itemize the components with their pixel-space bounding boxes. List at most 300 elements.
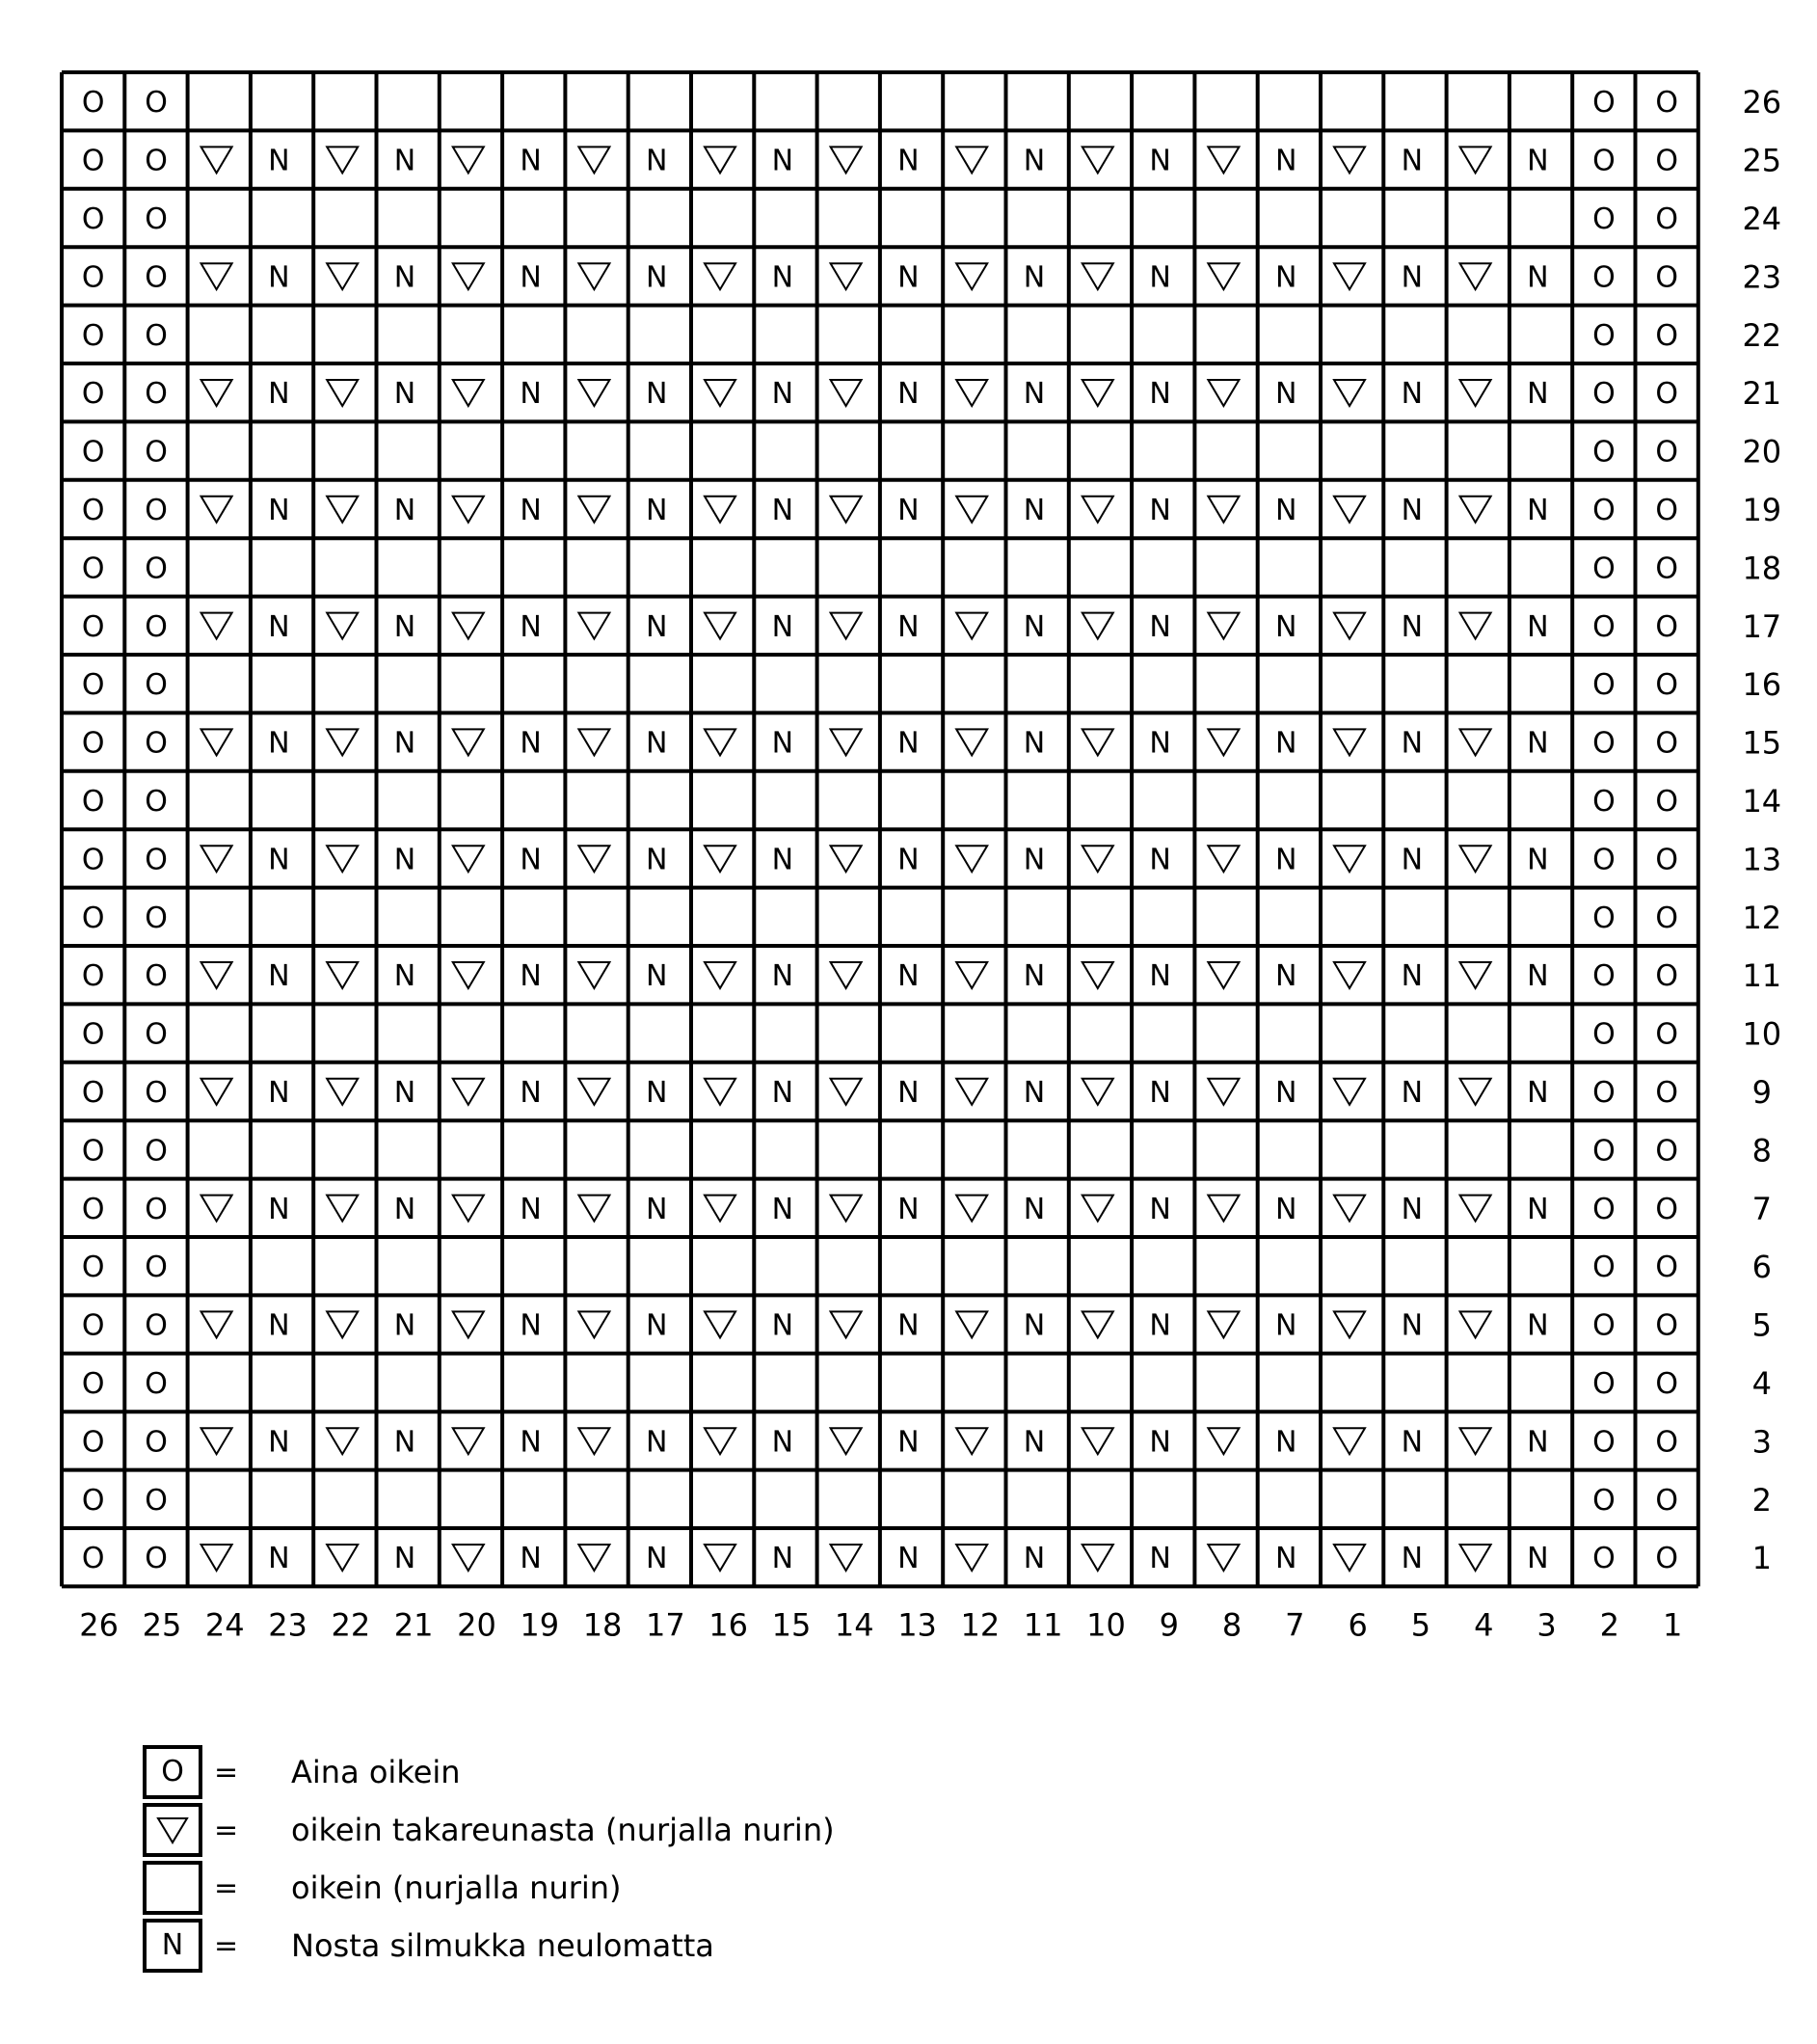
cell-n-symbol: N [1149,1308,1171,1343]
cell-o-symbol: O [81,726,105,761]
cell-o-symbol: O [1592,1251,1616,1285]
cell-n-symbol: N [1023,494,1046,527]
cell-o-symbol: O [1592,1542,1616,1576]
cell-n-symbol: N [1149,377,1171,412]
cell-n-symbol: N [897,959,920,994]
cell-n-symbol: N [1023,1542,1046,1576]
row-number-label: 14 [1742,783,1782,820]
cell-o-symbol: O [145,377,168,412]
legend-row-slip [143,1917,714,1975]
cell-n-symbol: N [771,260,794,295]
legend-text: oikein (nurjalla nurin) [291,1869,622,1906]
row-number-label: 17 [1742,607,1782,645]
row-number-label: 26 [1742,84,1782,121]
cell-o-symbol: O [145,1425,168,1460]
cell-n-symbol: N [1527,843,1549,877]
cell-o-symbol: O [1655,202,1679,236]
cell-n-symbol: N [897,260,920,295]
cell-o-symbol: O [145,1308,168,1343]
cell-n-symbol: N [645,494,668,527]
cell-n-symbol: N [645,1425,668,1460]
cell-n-symbol: N [393,1076,416,1110]
cell-n-symbol: N [897,377,920,412]
cell-n-symbol: N [1527,1542,1549,1576]
cell-n-symbol: N [897,726,920,761]
cell-o-symbol: O [81,668,105,703]
row-number-label: 13 [1742,841,1782,878]
cell-o-symbol: O [81,1251,105,1285]
cell-o-symbol: O [1655,377,1679,412]
column-number-label: 25 [142,1606,182,1644]
column-number-label: 13 [897,1606,937,1644]
cell-n-symbol: N [645,1308,668,1343]
cell-o-symbol: O [1592,1308,1616,1343]
cell-n-symbol: N [771,609,794,644]
cell-o-symbol: O [1655,1251,1679,1285]
cell-o-symbol: O [1655,843,1679,877]
column-number-label: 2 [1599,1606,1620,1644]
cell-n-symbol: N [520,843,542,877]
cell-n-symbol: N [393,843,416,877]
cell-o-symbol: O [1655,726,1679,761]
column-number-label: 17 [645,1606,685,1644]
cell-o-symbol: O [1592,1425,1616,1460]
column-number-label: 6 [1348,1606,1368,1644]
cell-o-symbol: O [1592,726,1616,761]
cell-n-symbol: N [1274,1542,1297,1576]
cell-o-symbol: O [145,551,168,586]
cell-o-symbol: O [1592,202,1616,236]
cell-n-symbol: N [645,1542,668,1576]
cell-o-symbol: O [1655,1192,1679,1226]
cell-n-symbol: N [1401,1308,1424,1343]
cell-n-symbol: N [1149,260,1171,295]
cell-o-symbol: O [1655,785,1679,819]
cell-n-symbol: N [1527,1425,1549,1460]
cell-o-symbol: O [81,1308,105,1343]
cell-n-symbol: N [771,959,794,994]
row-number-label: 16 [1742,666,1782,704]
cell-n-symbol: N [771,1308,794,1343]
legend-text: oikein takareunasta (nurjalla nurin) [291,1812,835,1848]
column-number-label: 16 [708,1606,749,1644]
column-number-label: 14 [834,1606,874,1644]
cell-n-symbol: N [1023,609,1046,644]
cell-n-symbol: N [1401,843,1424,877]
cell-n-symbol: N [1527,1192,1549,1226]
cell-n-symbol: N [645,959,668,994]
cell-n-symbol: N [645,260,668,295]
cell-n-symbol: N [1023,1076,1046,1110]
cell-o-symbol: O [1655,1483,1679,1518]
cell-n-symbol: N [1274,260,1297,295]
column-number-label: 4 [1474,1606,1494,1644]
cell-o-symbol: O [1592,86,1616,121]
cell-n-symbol: N [897,1425,920,1460]
cell-o-symbol: O [81,1367,105,1401]
column-number-label: 11 [1023,1606,1063,1644]
cell-n-symbol: N [1149,843,1171,877]
cell-n-symbol: N [268,1308,290,1343]
cell-o-symbol: O [81,260,105,295]
cell-n-symbol: N [771,1542,794,1576]
cell-o-symbol: O [81,843,105,877]
column-number-label: 5 [1410,1606,1431,1644]
cell-o-symbol: O [1655,494,1679,527]
row-number-label: 1 [1751,1540,1772,1577]
cell-n-symbol: N [771,1192,794,1226]
cell-o-symbol: O [81,1017,105,1052]
cell-n-symbol: N [268,494,290,527]
cell-n-symbol: N [268,144,290,178]
cell-n-symbol: N [771,377,794,412]
cell-n-symbol: N [1274,144,1297,178]
cell-n-symbol: N [645,377,668,412]
cell-n-symbol: N [393,1308,416,1343]
cell-n-symbol: N [897,1542,920,1576]
column-number-label: 24 [204,1606,245,1644]
cell-n-symbol: N [393,377,416,412]
cell-o-symbol: O [81,1483,105,1518]
cell-o-symbol: O [1655,260,1679,295]
cell-n-symbol: N [268,1192,290,1226]
cell-n-symbol: N [1401,1076,1424,1110]
row-number-label: 23 [1742,258,1782,296]
row-number-label: 3 [1751,1423,1772,1461]
column-number-label: 20 [457,1606,496,1644]
cell-n-symbol: N [1149,959,1171,994]
cell-o-symbol: O [81,1134,105,1169]
column-number-label: 22 [331,1606,371,1644]
cell-o-symbol: O [145,785,168,819]
cell-o-symbol: O [1655,1017,1679,1052]
cell-n-symbol: N [1401,1192,1424,1226]
cell-n-symbol: N [1274,843,1297,877]
cell-o-symbol: O [145,1542,168,1576]
cell-o-symbol: O [1592,609,1616,644]
cell-o-symbol: O [1592,144,1616,178]
cell-n-symbol: N [1401,494,1424,527]
cell-n-symbol: N [897,1308,920,1343]
cell-n-symbol: N [268,260,290,295]
cell-o-symbol: O [1592,901,1616,935]
cell-n-symbol: N [1401,959,1424,994]
legend-row-knit-tbl [143,1801,835,1859]
column-number-label: 18 [582,1606,623,1644]
cell-n-symbol: N [520,959,542,994]
row-number-label: 5 [1751,1306,1772,1344]
cell-o-symbol: O [145,494,168,527]
cell-n-symbol: N [393,959,416,994]
cell-n-symbol: N [393,609,416,644]
row-number-label: 9 [1751,1074,1772,1111]
cell-n-symbol: N [520,1192,542,1226]
row-number-label: 20 [1742,433,1782,471]
cell-o-symbol: O [1592,1192,1616,1226]
cell-n-symbol: N [393,144,416,178]
cell-n-symbol: N [520,1425,542,1460]
cell-o-symbol: O [145,843,168,877]
cell-n-symbol: N [645,144,668,178]
cell-n-symbol: N [1023,843,1046,877]
cell-n-symbol: N [1274,494,1297,527]
legend-text: Nosta silmukka neulomatta [291,1927,714,1964]
column-number-label: 3 [1536,1606,1557,1644]
cell-n-symbol: N [897,609,920,644]
cell-n-symbol: N [393,1425,416,1460]
cell-o-symbol: O [1655,551,1679,586]
column-number-label: 8 [1221,1606,1243,1644]
cell-o-symbol: O [145,86,168,121]
cell-n-symbol: N [1149,1076,1171,1110]
cell-n-symbol: N [268,609,290,644]
cell-n-symbol: N [268,1542,290,1576]
cell-n-symbol: N [520,377,542,412]
cell-o-symbol: O [1655,144,1679,178]
cell-o-symbol: O [1655,1425,1679,1460]
row-number-label: 12 [1742,899,1782,936]
column-number-label: 19 [520,1606,560,1644]
cell-n-symbol: N [520,494,542,527]
cell-o-symbol: O [145,1251,168,1285]
cell-o-symbol: O [145,260,168,295]
cell-n-symbol: N [520,260,542,295]
row-number-label: 22 [1742,316,1782,354]
legend-symbol-triangle-icon [143,1803,202,1857]
row-number-label: 4 [1751,1365,1772,1402]
cell-o-symbol: O [81,202,105,236]
cell-n-symbol: N [268,1425,290,1460]
column-number-label: 10 [1086,1606,1126,1644]
cell-o-symbol: O [1655,435,1679,470]
cell-o-symbol: O [1655,1308,1679,1343]
cell-o-symbol: O [1592,1483,1616,1518]
cell-o-symbol: O [145,1367,168,1401]
legend-symbol-o: O [143,1745,202,1799]
row-number-label: 15 [1742,724,1782,762]
column-number-label: 23 [268,1606,307,1644]
cell-o-symbol: O [81,901,105,935]
cell-n-symbol: N [1527,1308,1549,1343]
cell-n-symbol: N [771,494,794,527]
cell-o-symbol: O [1655,959,1679,994]
cell-o-symbol: O [1655,86,1679,121]
cell-o-symbol: O [81,1192,105,1226]
row-number-label: 21 [1742,375,1782,413]
cell-n-symbol: N [1274,377,1297,412]
row-number-label: 24 [1742,201,1782,237]
cell-n-symbol: N [897,1192,920,1226]
cell-n-symbol: N [1527,609,1549,644]
cell-n-symbol: N [520,726,542,761]
cell-n-symbol: N [645,1076,668,1110]
cell-o-symbol: O [1655,1542,1679,1576]
cell-o-symbol: O [1592,1017,1616,1052]
cell-o-symbol: O [145,901,168,935]
row-number-label: 11 [1742,957,1782,995]
column-number-label: 9 [1159,1606,1179,1644]
legend-equals: = [214,1870,239,1905]
cell-n-symbol: N [1274,726,1297,761]
cell-o-symbol: O [81,318,105,353]
column-number-label: 7 [1285,1606,1305,1644]
cell-n-symbol: N [393,494,416,527]
cell-o-symbol: O [1592,435,1616,470]
cell-o-symbol: O [81,435,105,470]
cell-n-symbol: N [1401,260,1424,295]
cell-n-symbol: N [268,1076,290,1110]
cell-o-symbol: O [1655,901,1679,935]
cell-n-symbol: N [1274,959,1297,994]
cell-o-symbol: O [1592,1134,1616,1169]
column-number-label: 12 [960,1606,1001,1644]
cell-n-symbol: N [393,1192,416,1226]
cell-n-symbol: N [268,843,290,877]
legend-equals: = [214,1928,239,1963]
cell-n-symbol: N [393,260,416,295]
cell-o-symbol: O [81,551,105,586]
cell-o-symbol: O [1655,318,1679,353]
cell-n-symbol: N [645,1192,668,1226]
cell-n-symbol: N [520,1076,542,1110]
cell-o-symbol: O [81,1542,105,1576]
cell-n-symbol: N [1149,494,1171,527]
cell-o-symbol: O [145,1017,168,1052]
cell-o-symbol: O [145,668,168,703]
column-number-label: 21 [393,1606,434,1644]
cell-o-symbol: O [1592,551,1616,586]
cell-n-symbol: N [1401,144,1424,178]
cell-n-symbol: N [1401,1425,1424,1460]
cell-n-symbol: N [1527,144,1549,178]
cell-o-symbol: O [81,959,105,994]
cell-o-symbol: O [1592,959,1616,994]
row-number-label: 25 [1742,142,1782,179]
cell-n-symbol: N [771,843,794,877]
cell-o-symbol: O [145,1192,168,1226]
cell-o-symbol: O [1655,1076,1679,1110]
cell-o-symbol: O [81,377,105,412]
legend-equals: = [214,1755,239,1789]
cell-o-symbol: O [145,1076,168,1110]
cell-o-symbol: O [145,726,168,761]
cell-o-symbol: O [81,86,105,121]
cell-n-symbol: N [1527,377,1549,412]
cell-n-symbol: N [520,1542,542,1576]
cell-n-symbol: N [771,144,794,178]
cell-n-symbol: N [1023,1425,1046,1460]
cell-n-symbol: N [520,609,542,644]
cell-o-symbol: O [1592,668,1616,703]
cell-o-symbol: O [1655,1134,1679,1169]
cell-n-symbol: N [1527,959,1549,994]
cell-n-symbol: N [1023,377,1046,412]
cell-o-symbol: O [145,1483,168,1518]
cell-n-symbol: N [1274,1192,1297,1226]
row-number-label: 19 [1742,492,1782,528]
cell-n-symbol: N [1401,609,1424,644]
cell-o-symbol: O [1592,1076,1616,1110]
cell-o-symbol: O [145,202,168,236]
column-number-label: 15 [771,1606,812,1644]
cell-o-symbol: O [145,318,168,353]
cell-n-symbol: N [1274,609,1297,644]
cell-n-symbol: N [645,726,668,761]
cell-o-symbol: O [145,609,168,644]
cell-n-symbol: N [1527,726,1549,761]
cell-o-symbol: O [1655,609,1679,644]
cell-o-symbol: O [1592,377,1616,412]
cell-n-symbol: N [268,377,290,412]
cell-n-symbol: N [771,1425,794,1460]
cell-o-symbol: O [1592,318,1616,353]
row-number-label: 7 [1751,1190,1772,1227]
legend-row-knit [143,1859,622,1917]
cell-n-symbol: N [645,843,668,877]
cell-o-symbol: O [1655,668,1679,703]
cell-o-symbol: O [145,144,168,178]
row-number-label: 8 [1751,1132,1772,1170]
cell-n-symbol: N [268,726,290,761]
cell-n-symbol: N [1149,1542,1171,1576]
cell-n-symbol: N [1023,726,1046,761]
cell-o-symbol: O [1655,1367,1679,1401]
cell-n-symbol: N [268,959,290,994]
cell-n-symbol: N [1527,1076,1549,1110]
column-number-label: 1 [1662,1606,1683,1644]
cell-n-symbol: N [1149,609,1171,644]
cell-o-symbol: O [81,609,105,644]
cell-n-symbol: N [1023,1192,1046,1226]
cell-n-symbol: N [1527,260,1549,295]
row-number-label: 18 [1742,550,1782,587]
row-number-label: 2 [1751,1481,1772,1519]
cell-o-symbol: O [81,494,105,527]
cell-n-symbol: N [520,144,542,178]
cell-n-symbol: N [1023,144,1046,178]
cell-n-symbol: N [897,144,920,178]
row-number-label: 10 [1742,1015,1782,1053]
row-number-label: 6 [1751,1249,1772,1286]
legend-symbol-n: N [143,1919,202,1973]
cell-n-symbol: N [771,1076,794,1110]
cell-n-symbol: N [771,726,794,761]
cell-o-symbol: O [1592,1367,1616,1401]
cell-o-symbol: O [1592,843,1616,877]
cell-n-symbol: N [1274,1308,1297,1343]
legend-text: Aina oikein [291,1754,461,1790]
cell-o-symbol: O [81,1076,105,1110]
column-number-label: 26 [79,1606,120,1644]
cell-n-symbol: N [1149,1425,1171,1460]
cell-o-symbol: O [81,144,105,178]
cell-n-symbol: N [1023,959,1046,994]
cell-n-symbol: N [1274,1076,1297,1110]
cell-n-symbol: N [1401,1542,1424,1576]
cell-o-symbol: O [145,435,168,470]
cell-n-symbol: N [645,609,668,644]
cell-n-symbol: N [1401,377,1424,412]
cell-o-symbol: O [1592,260,1616,295]
cell-o-symbol: O [1592,494,1616,527]
cell-n-symbol: N [1149,1192,1171,1226]
cell-o-symbol: O [1592,785,1616,819]
cell-o-symbol: O [81,1425,105,1460]
cell-o-symbol: O [145,1134,168,1169]
cell-n-symbol: N [897,494,920,527]
cell-n-symbol: N [1023,260,1046,295]
cell-n-symbol: N [1274,1425,1297,1460]
